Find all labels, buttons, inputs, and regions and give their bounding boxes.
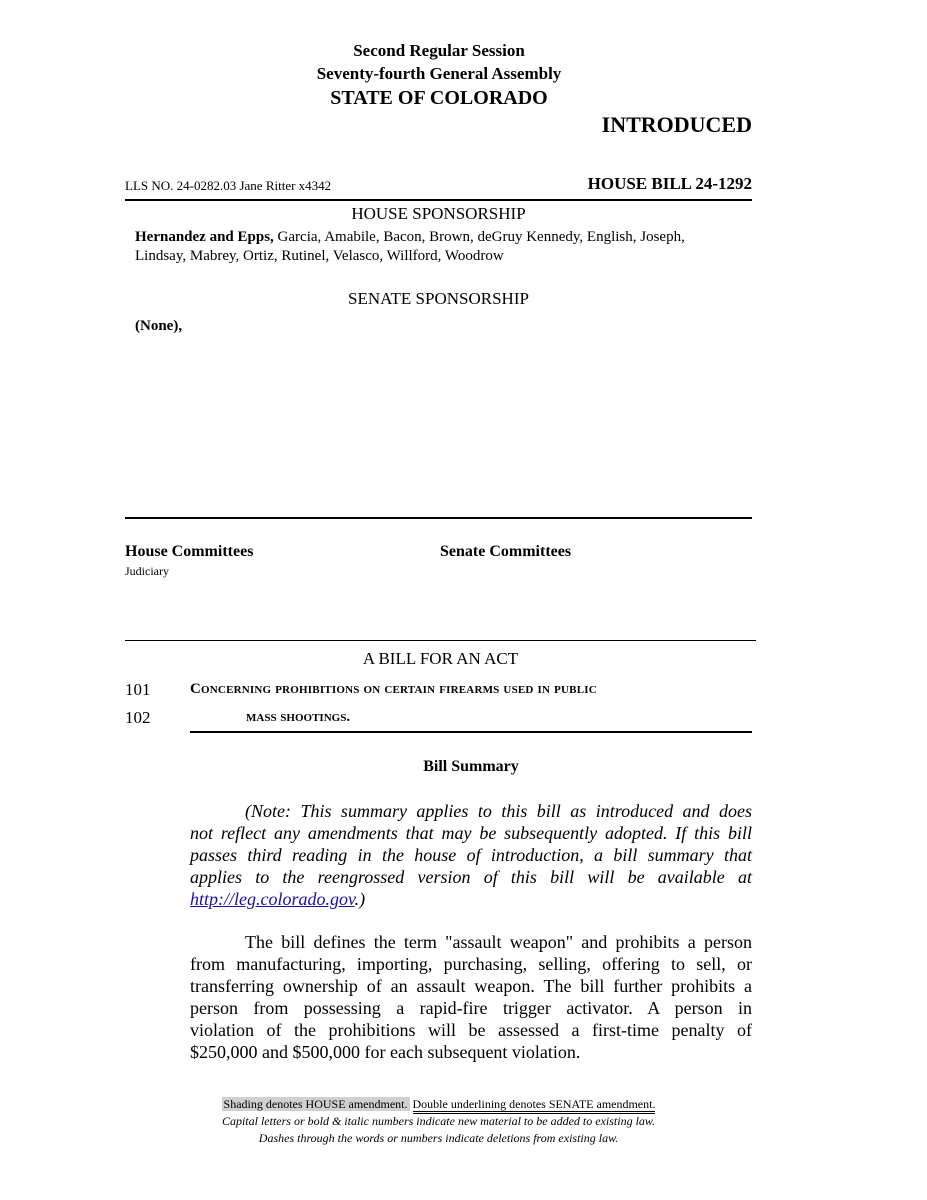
leg-colorado-link[interactable]: http://leg.colorado.gov bbox=[190, 889, 355, 909]
house-committees-heading: House Committees bbox=[125, 543, 254, 560]
footer-dashes-note: Dashes through the words or numbers indicate deletions from existing law. bbox=[258, 1131, 619, 1145]
session-label: Second Regular Session bbox=[353, 41, 525, 60]
divider-bill bbox=[125, 640, 756, 641]
note-line3: passes third reading in the house of introduction, a bill summary that bbox=[190, 845, 752, 865]
line-number-102: 102 bbox=[125, 708, 151, 727]
lls-number: LLS NO. 24-0282.03 Jane Ritter x4342 bbox=[125, 178, 332, 193]
state-label: STATE OF COLORADO bbox=[330, 87, 548, 109]
senate-sponsorship-heading: SENATE SPONSORSHIP bbox=[348, 289, 529, 308]
divider-committees bbox=[125, 517, 752, 519]
note-end: .) bbox=[354, 889, 366, 909]
note-line1: (Note: This summary applies to this bill as introduced and does bbox=[245, 801, 752, 821]
footer-double-underline-note: Double underlining denotes SENATE amendment. bbox=[413, 1097, 656, 1114]
house-cosponsors-line2: Lindsay, Mabrey, Ortiz, Rutinel, Velasco, Willford, Woodrow bbox=[135, 248, 504, 264]
note-line5 bbox=[190, 889, 365, 910]
footer-legend bbox=[125, 1097, 752, 1112]
house-sponsorship-heading: HOUSE SPONSORSHIP bbox=[351, 204, 526, 223]
bill-number: HOUSE BILL 24-1292 bbox=[587, 174, 752, 193]
house-primary-sponsors: Hernandez and Epps, bbox=[135, 229, 274, 245]
status-label: INTRODUCED bbox=[601, 112, 752, 137]
summary-line3: transferring ownership of an assault weapon. The bill further prohibits a bbox=[190, 976, 752, 996]
senate-committees-heading: Senate Committees bbox=[440, 543, 572, 560]
line-number-101: 101 bbox=[125, 680, 151, 699]
summary-line4: person from possessing a rapid-fire trigger activator. A person in bbox=[190, 998, 752, 1018]
summary-line5: violation of the prohibitions will be assessed a first-time penalty of bbox=[190, 1020, 752, 1040]
bill-for-an-act-heading: A BILL FOR AN ACT bbox=[362, 649, 519, 668]
bill-summary-heading: Bill Summary bbox=[423, 758, 519, 775]
house-cosponsors-line1: Garcia, Amabile, Bacon, Brown, deGruy Kennedy, English, Joseph, bbox=[277, 229, 685, 245]
summary-line1: The bill defines the term "assault weapon" and prohibits a person bbox=[245, 932, 752, 952]
note-line2: not reflect any amendments that may be subsequently adopted. If this bill bbox=[190, 823, 752, 843]
bill-title-line2: mass shootings. bbox=[246, 709, 351, 725]
footer-caps-note: Capital letters or bold & italic numbers indicate new material to be added to existing law. bbox=[221, 1114, 656, 1128]
summary-line2: from manufacturing, importing, purchasing, selling, offering to sell, or bbox=[190, 954, 752, 974]
assembly-label: Seventy-fourth General Assembly bbox=[316, 64, 562, 83]
summary-line6: $250,000 and $500,000 for each subsequent violation. bbox=[190, 1042, 581, 1062]
house-committees-list: Judiciary bbox=[125, 564, 169, 578]
house-sponsors bbox=[135, 229, 685, 246]
divider-top bbox=[125, 199, 752, 201]
footer-shading-note: Shading denotes HOUSE amendment. bbox=[223, 1097, 408, 1111]
senate-sponsors: (None), bbox=[135, 318, 183, 334]
note-line4: applies to the reengrossed version of this bill will be available at bbox=[190, 867, 752, 887]
bill-title-line1: Concerning prohibitions on certain firearms used in public bbox=[190, 681, 597, 697]
divider-title bbox=[190, 731, 752, 733]
